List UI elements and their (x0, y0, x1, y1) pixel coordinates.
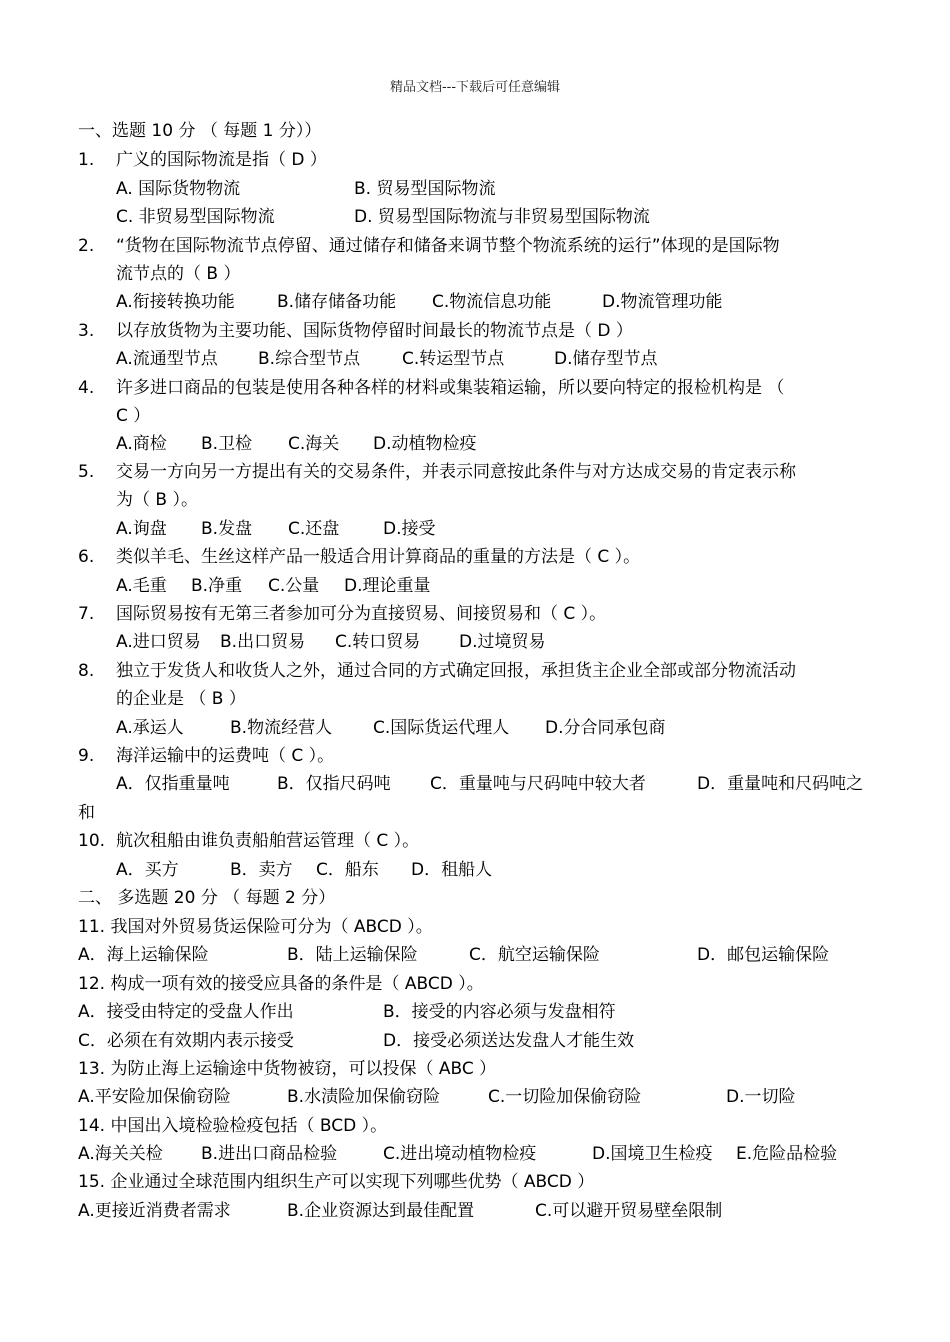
question-number: 7. (78, 604, 95, 624)
question-text: 13. 为防止海上运输途中货物被窃，可以投保（ ABC ） (78, 1059, 497, 1079)
option-d: D.动植物检疫 (373, 434, 477, 454)
option-b: B.出口贸易 (220, 632, 306, 652)
question-text-cont: 流节点的（ B ） (116, 264, 241, 284)
option-b: B.水渍险加保偷窃险 (287, 1087, 441, 1107)
option-a: A.衔接转换功能 (116, 292, 235, 312)
question-text-cont: 为（ B ）。 (116, 490, 198, 510)
question-number: 4. (78, 378, 95, 398)
section-title: 二、 多选题 20 分 （ 每题 2 分） (78, 888, 336, 908)
question-text: 海洋运输中的运费吨（ C ）。 (116, 746, 335, 766)
option-c: C.可以避开贸易壁垒限制 (535, 1201, 723, 1221)
option-d: D.分合同承包商 (545, 718, 666, 738)
question-text: 许多进口商品的包装是使用各种各样的材料或集装箱运输，所以要向特定的报检机构是 （ (116, 378, 785, 398)
option-b: B.净重 (191, 576, 243, 596)
option-b: B．仅指尺码吨 (277, 774, 391, 794)
question-text-cont: C ） (116, 406, 151, 426)
question-number: 2. (78, 236, 95, 256)
option-b: B.综合型节点 (258, 349, 361, 369)
question-number: 8. (78, 661, 95, 681)
question-number: 6. (78, 547, 95, 567)
option-a: A.商检 (116, 434, 167, 454)
option-d: D．接受必须送达发盘人才能生效 (383, 1031, 635, 1051)
option-a: A.进口贸易 (116, 632, 201, 652)
option-b: B.储存储备功能 (277, 292, 397, 312)
option-c: C.还盘 (288, 519, 340, 539)
option-a: A. 国际货物物流 (116, 179, 241, 199)
option-a: A.承运人 (116, 718, 184, 738)
option-c: C.转口贸易 (335, 632, 421, 652)
question-number: 1. (78, 150, 95, 170)
question-text: “货物在国际物流节点停留、通过储存和储备来调节整个物流系统的运行”体现的是国际物 (116, 236, 780, 256)
option-a: A．仅指重量吨 (116, 774, 230, 794)
question-number: 5. (78, 462, 95, 482)
option-e: E.危险品检验 (736, 1144, 838, 1164)
question-text: 独立于发货人和收货人之外，通过合同的方式确定回报，承担货主企业全部或部分物流活动 (116, 661, 796, 681)
question-text: 交易一方向另一方提出有关的交易条件，并表示同意按此条件与对方达成交易的肯定表示称 (116, 462, 796, 482)
option-d: D.一切险 (726, 1087, 796, 1107)
option-a: A.海关关检 (78, 1144, 163, 1164)
option-b: B.进出口商品检验 (201, 1144, 338, 1164)
page-header: 精品文档---下载后可任意编辑 (389, 80, 561, 95)
option-b: B.企业资源达到最佳配置 (287, 1201, 475, 1221)
question-text-cont: 的企业是 （ B ） (116, 689, 246, 709)
option-d: D. 贸易型国际物流与非贸易型国际物流 (354, 207, 650, 227)
question-text: 12. 构成一项有效的接受应具备的条件是（ ABCD ）。 (78, 974, 484, 994)
question-number: 9. (78, 746, 95, 766)
option-d: D.接受 (383, 519, 436, 539)
option-c: C.公量 (268, 576, 320, 596)
option-d: D．邮包运输保险 (697, 945, 830, 965)
option-a: A.平安险加保偷窃险 (78, 1087, 231, 1107)
option-d: D.储存型节点 (554, 349, 658, 369)
option-a: A．海上运输保险 (78, 945, 209, 965)
option-a: A．买方 (116, 860, 179, 880)
option-b: B．卖方 (230, 860, 293, 880)
option-c: C.转运型节点 (402, 349, 505, 369)
question-text: 国际贸易按有无第三者参加可分为直接贸易、间接贸易和（ C ）。 (116, 604, 607, 624)
option-a: A.询盘 (116, 519, 167, 539)
question-text: 广义的国际物流是指（ D ） (116, 150, 327, 170)
option-c: C．重量吨与尺码吨中较大者 (430, 774, 646, 794)
option-d: D．重量吨和尺码吨之 (697, 774, 864, 794)
question-text: 以存放货物为主要功能、国际货物停留时间最长的物流节点是（ D ） (116, 321, 633, 341)
option-a: A.更接近消费者需求 (78, 1201, 231, 1221)
option-c: C.海关 (288, 434, 340, 454)
question-text: 14. 中国出入境检验检疫包括（ BCD ）。 (78, 1116, 388, 1136)
option-d: D．租船人 (411, 860, 493, 880)
option-c: C．必须在有效期内表示接受 (78, 1031, 294, 1051)
option-d: D.理论重量 (344, 576, 431, 596)
question-number: 3. (78, 321, 95, 341)
section-title: 一、选题 10 分 （ 每题 1 分）） (78, 121, 322, 141)
question-text: 15. 企业通过全球范围内组织生产可以实现下列哪些优势（ ABCD ） (78, 1172, 595, 1192)
option-b: B.发盘 (201, 519, 253, 539)
option-b: B.物流经营人 (230, 718, 333, 738)
question-text: 类似羊毛、生丝这样产品一般适合用计算商品的重量的方法是（ C ）。 (116, 547, 641, 567)
question-text: 航次租船由谁负责船舶营运管理（ C ）。 (116, 831, 420, 851)
option-d: D.过境贸易 (459, 632, 546, 652)
option-a: A.毛重 (116, 576, 167, 596)
option-a: A.流通型节点 (116, 349, 218, 369)
option-b: B．接受的内容必须与发盘相符 (383, 1002, 616, 1022)
option-c: C．船东 (316, 860, 379, 880)
option-c: C.进出境动植物检疫 (383, 1144, 537, 1164)
option-c: C.物流信息功能 (432, 292, 552, 312)
option-c: C.一切险加保偷窃险 (488, 1087, 642, 1107)
option-b: B.卫检 (201, 434, 253, 454)
option-d: D.国境卫生检疫 (592, 1144, 713, 1164)
option-c: C. 非贸易型国际物流 (116, 207, 275, 227)
question-text: 11. 我国对外贸易货运保险可分为（ ABCD ）。 (78, 917, 433, 937)
option-a: A．接受由特定的受盘人作出 (78, 1002, 294, 1022)
option-b: B．陆上运输保险 (287, 945, 418, 965)
option-d: D.物流管理功能 (602, 292, 723, 312)
option-c: C．航空运输保险 (469, 945, 600, 965)
option-d-cont: 和 (78, 803, 95, 823)
question-number: 10. (78, 831, 106, 851)
option-b: B. 贸易型国际物流 (354, 179, 496, 199)
option-c: C.国际货运代理人 (373, 718, 510, 738)
